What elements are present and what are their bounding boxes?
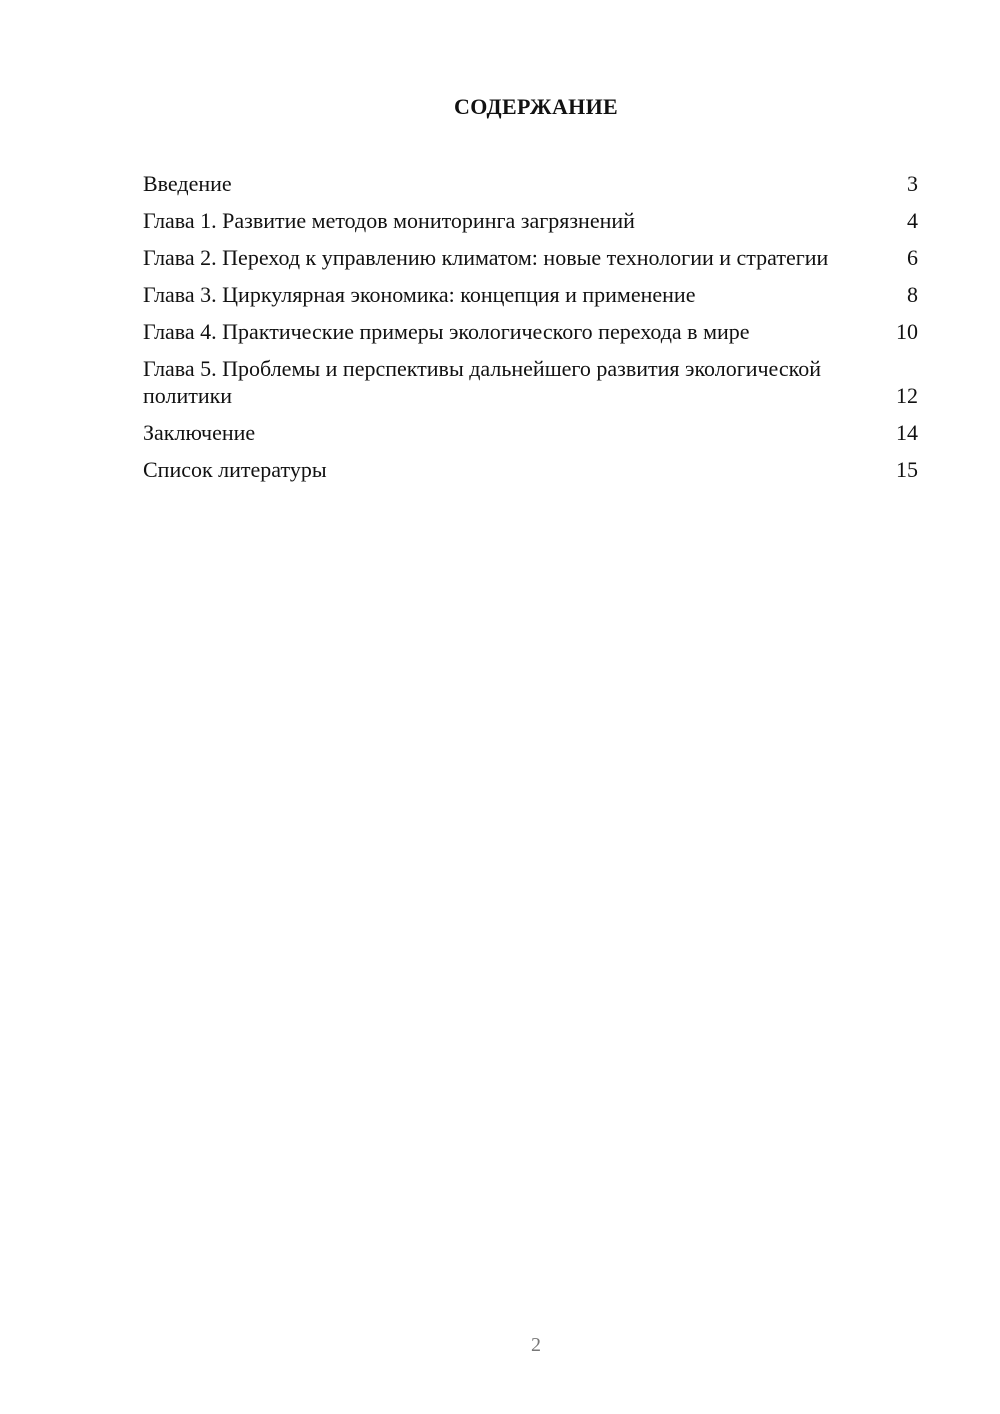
toc-entry-page-number: 4 xyxy=(907,208,918,233)
toc-entry-text: Введение xyxy=(143,171,232,196)
page-title: СОДЕРЖАНИЕ xyxy=(454,94,618,119)
toc-entry-page-number: 3 xyxy=(907,171,918,196)
toc-entry-text: Глава 2. Переход к управлению климатом: новые технологии и стратегии xyxy=(143,245,829,270)
toc-entry-page-number: 10 xyxy=(896,319,918,344)
toc-entry-text: Глава 4. Практические примеры экологического перехода в мире xyxy=(143,319,750,344)
toc-entry-chapter-1 xyxy=(143,207,918,234)
toc-entry-page-number: 14 xyxy=(896,420,918,445)
toc-entry-page-number: 12 xyxy=(896,383,918,408)
toc-entry-chapter-4 xyxy=(143,318,918,345)
toc-entry-introduction xyxy=(143,170,918,197)
toc-entry-chapter-2 xyxy=(143,244,918,271)
toc-entry-page-number: 6 xyxy=(907,245,918,270)
toc-entry-text: Заключение xyxy=(143,420,256,445)
toc-entry-conclusion xyxy=(143,419,918,446)
toc-entry-page-number: 8 xyxy=(907,282,918,307)
page-number: 2 xyxy=(531,1334,541,1356)
toc-entry-chapter-3 xyxy=(143,281,918,308)
toc-entry-references xyxy=(143,456,918,483)
toc-entry-page-number: 15 xyxy=(896,457,918,482)
toc-entry-text: Глава 3. Циркулярная экономика: концепция и применение xyxy=(143,282,696,307)
toc-entry-text: Глава 1. Развитие методов мониторинга загрязнений xyxy=(143,208,635,233)
table-of-contents xyxy=(143,170,918,493)
toc-entry-text: Список литературы xyxy=(143,457,327,482)
toc-entry-chapter-5 xyxy=(143,355,918,409)
toc-entry-text: Глава 5. Проблемы и перспективы дальнейшего развития экологической политики xyxy=(143,356,821,408)
